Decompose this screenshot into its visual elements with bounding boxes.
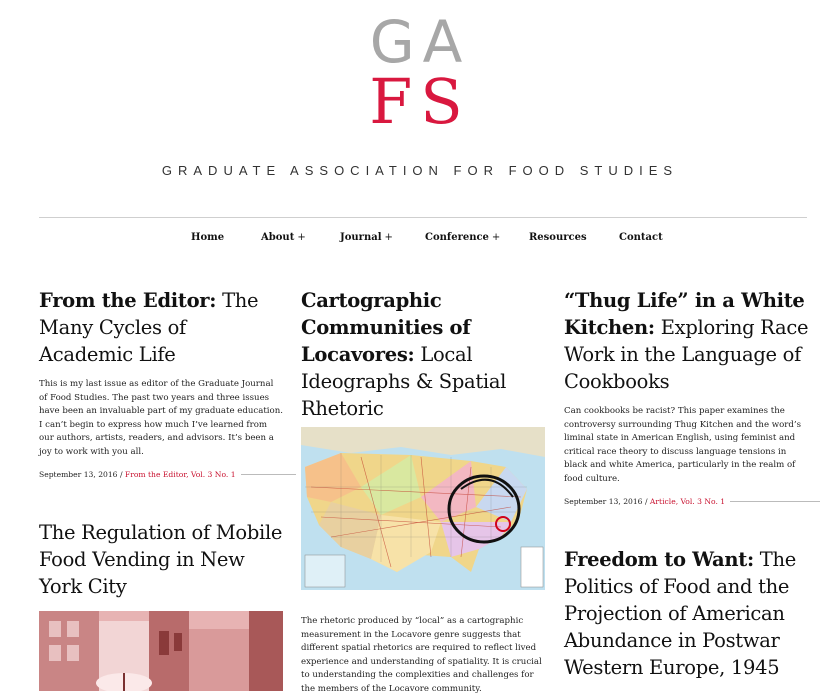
nav-item-label: Home — [191, 232, 225, 243]
meta-rule — [730, 501, 820, 502]
post-title-link[interactable] — [39, 287, 284, 368]
meta-separator: / — [642, 496, 650, 506]
nav-divider — [39, 217, 807, 218]
nav-item-label: Resources — [529, 232, 587, 243]
nav-item-label: Journal — [340, 232, 382, 243]
nav-item-conference[interactable] — [425, 232, 500, 243]
post-title-bold: Cartographic Communities of Locavores: — [301, 289, 471, 366]
post-title-bold: From the Editor: — [39, 289, 217, 312]
post-title-link[interactable]: The Regulation of Mobile Food Vending in New York City — [39, 520, 283, 598]
post-title-bold: Freedom to Want: — [564, 547, 754, 571]
main-nav — [0, 232, 840, 248]
post-meta — [39, 470, 284, 479]
nav-item-contact[interactable] — [619, 232, 663, 243]
site-logo-ga[interactable]: GA — [369, 8, 471, 76]
submenu-plus-icon: + — [297, 232, 306, 243]
post-editor — [39, 287, 284, 600]
post-title-link[interactable] — [564, 287, 809, 395]
submenu-plus-icon: + — [491, 232, 501, 243]
meta-rule — [241, 474, 296, 475]
post-excerpt: The rhetoric produced by “local” as a cartographic measurement in the Locavore genre suggests that different spatial rhetorics are required to reflect lived experience and understanding of spatiality. It is crucial to understanding the complexities and challenges for the members of the Locavore community. — [301, 616, 542, 694]
post-excerpt: This is my last issue as editor of the Graduate Journal of Food Studies. The past two years and three issues have been an invaluable part of my graduate education. I can’t begin to express how much I’ve learned from our authors, artists, readers, and advisors. It’s been a joy to work with you all. — [39, 379, 283, 457]
nav-item-about[interactable] — [261, 232, 306, 243]
post-title-rest: The Many Cycles of Academic Life — [39, 289, 259, 366]
post-meta — [564, 497, 809, 506]
nav-item-journal[interactable] — [340, 232, 393, 243]
post-title-rest: The Politics of Food and the Projection of American Abundance in Postwar Western Europe, 1945 — [564, 547, 796, 679]
post-image-street[interactable] — [39, 611, 283, 691]
site-logo-fs[interactable]: FS — [369, 65, 471, 138]
post-image-us-map[interactable] — [301, 427, 545, 590]
post-categories-link[interactable]: From the Editor, Vol. 3 No. 1 — [124, 469, 236, 479]
post-excerpt: Can cookbooks be racist? This paper examines the controversy surrounding Thug Kitchen and the word’s liminal state in American English, using feminist and critical race theory to discuss language tensions in black and white America, particularly in the realm of food culture. — [564, 406, 802, 484]
submenu-plus-icon: + — [384, 232, 393, 243]
post-thug-kitchen — [564, 287, 809, 681]
post-title-link[interactable] — [301, 287, 546, 422]
nav-item-label: About — [261, 232, 295, 243]
nav-item-label: Contact — [619, 232, 663, 243]
meta-separator: / — [117, 469, 125, 479]
nav-item-home[interactable] — [191, 232, 224, 243]
nav-item-label: Conference — [425, 232, 489, 243]
nav-item-resources[interactable] — [529, 232, 587, 243]
site-tagline: GRADUATE ASSOCIATION FOR FOOD STUDIES — [161, 163, 679, 178]
post-title-rest: Local Ideographs & Spatial Rhetoric — [301, 343, 507, 420]
post-date[interactable]: September 13, 2016 — [39, 469, 118, 479]
post-title-link[interactable] — [564, 546, 809, 681]
post-date[interactable]: September 13, 2016 — [564, 496, 643, 506]
post-categories-link[interactable]: Article, Vol. 3 No. 1 — [649, 496, 726, 506]
post-title-bold: “Thug Life” in a White Kitchen: — [564, 289, 805, 339]
post-title-rest: Exploring Race Work in the Language of Cookbooks — [564, 316, 809, 393]
